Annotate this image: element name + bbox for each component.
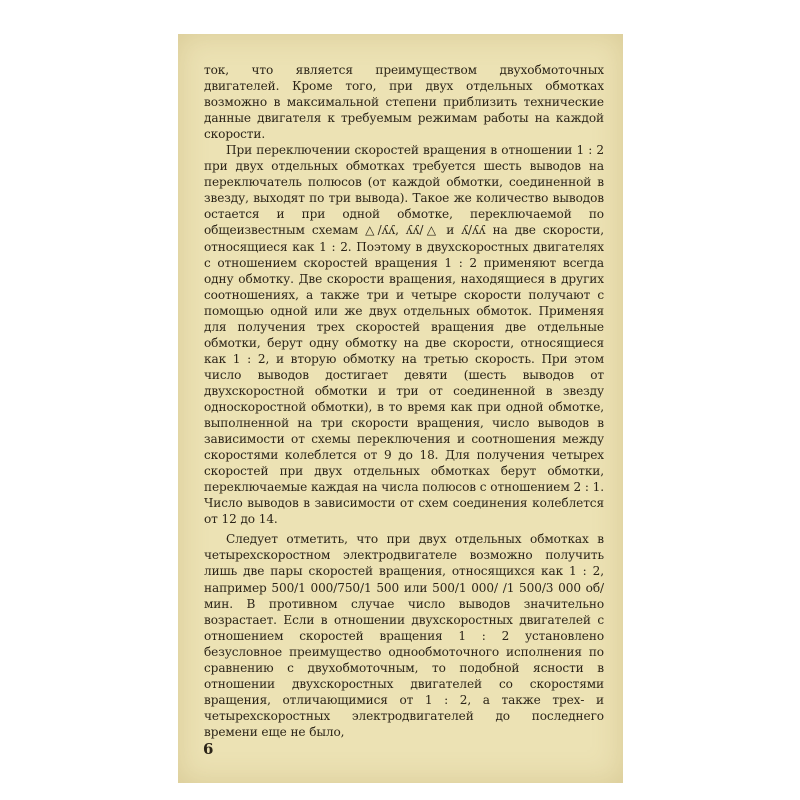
paragraph-1: ток, что является преимуществом двухобмоточных двигателей. Кроме того, при двух отдельных обмотках возможно в максимальной степени приблизить технические данные двигателя к требуемым режимам работы на каждой скорости. bbox=[204, 63, 604, 142]
paragraph-3: Следует отметить, что при двух отдельных обмотках в четырехскоростном электродвигателе возможно получить лишь две пары скоростей вращения, относящихся как 1 : 2, например 500/1 000/750/1 500 или 500/1 000/ /1 500/3 000 об/мин. В противном случае число выводов значительно возрастает. Если в отношении двухскоростных двигателей с отношением скоростей вращения 1 : 2 установлено безусловное преимущество однообмоточного исполнения по сравнению с двухобмоточным, то подобной ясности в отношении двухскоростных двигателей со скоростями вращения, отличающимися от 1 : 2, а также трех- и четырехскоростных электродвигателей до последнего времени еще не было, bbox=[204, 532, 604, 739]
body-text bbox=[204, 62, 604, 740]
paragraph-2: При переключении скоростей вращения в отношении 1 : 2 при двух отдельных обмотках требуется шесть выводов на переключатель полюсов (от каждой обмотки, соединенной в звезду, выходят по три вывода). Такое же количество выводов остается и при одной обмотке, переключаемой по общеизвестным схемам △/ʎʎ, ʎʎ/△ и ʎ/ʎʎ на две скорости, относящиеся как 1 : 2. Поэтому в двухскоростных двигателях с отношением скоростей вращения 1 : 2 применяют всегда одну обмотку. Две скорости вращения, находящиеся в других соотношениях, а также три и четыре скорости получают с помощью одной или же двух отдельных обмоток. Применяя для получения трех скоростей вращения две отдельные обмотки, берут одну обмотку на две скорости, относящиеся как 1 : 2, и вторую обмотку на третью скорость. При этом число выводов достигает девяти (шесть выводов от двухскоростной обмотки и три от соединенной в звезду односкоростной обмотки), в то время как при одной обмотке, выполненной на три скорости вращения, число выводов в зависимости от схемы переключения и соотношения между скоростями колеблется от 9 до 18. Для получения четырех скоростей при двух отдельных обмотках берут обмотки, переключаемые каждая на числа полюсов с отношением 2 : 1. Число выводов в зависимости от схем соединения колеблется от 12 до 14. bbox=[204, 143, 604, 527]
page-number: 6 bbox=[203, 740, 214, 758]
book-page bbox=[178, 34, 623, 783]
